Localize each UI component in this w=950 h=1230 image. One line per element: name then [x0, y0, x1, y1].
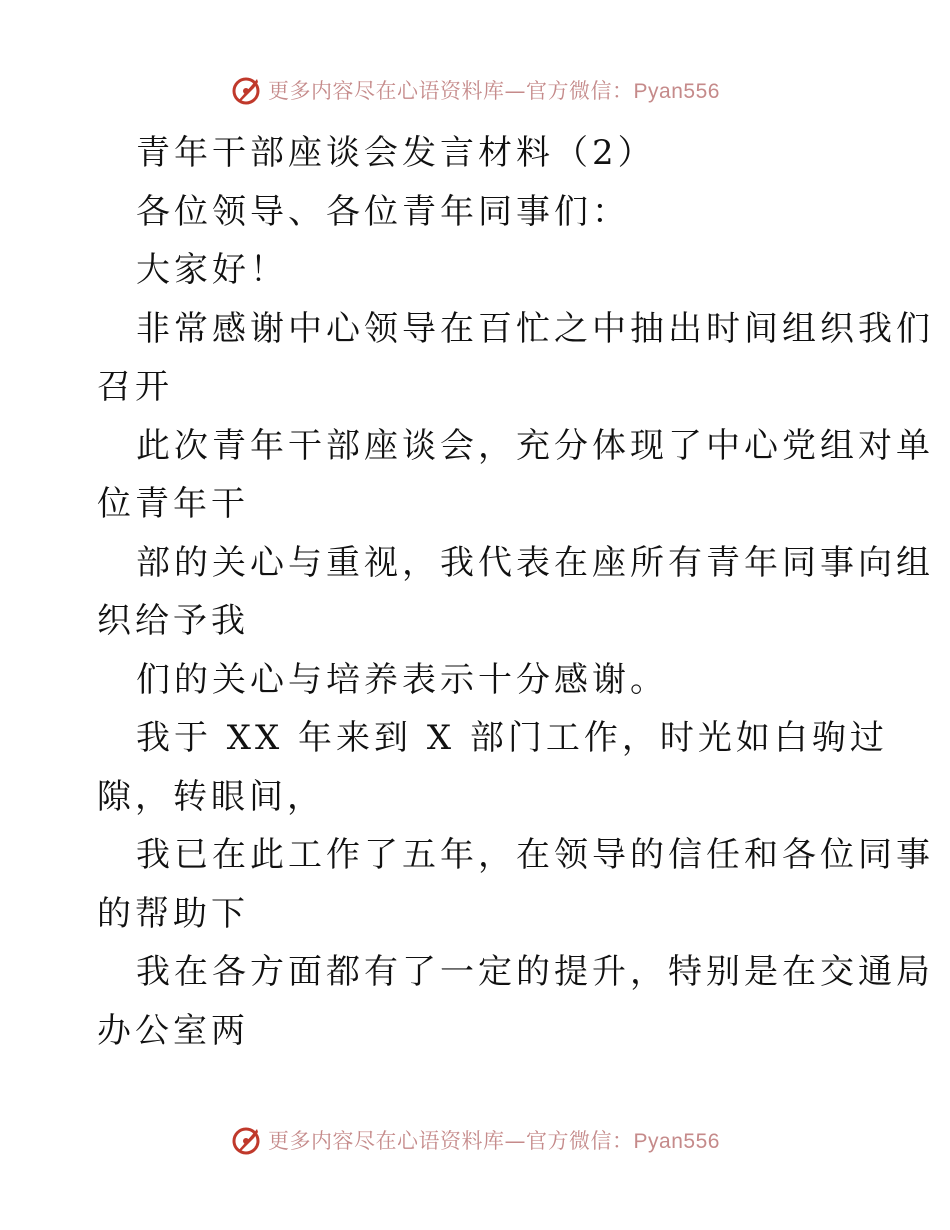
text-line: 隙，转眼间， — [97, 776, 325, 817]
text-line: 我已在此工作了五年，在领导的信任和各位同事 — [136, 835, 934, 875]
pen-logo-icon — [230, 1123, 264, 1157]
text-line: 青年干部座谈会发言材料（2） — [136, 133, 656, 173]
header-banner-main: 更多内容尽在心语资料库— — [268, 79, 527, 103]
text-line: 此次青年干部座谈会，充分体现了中心党组对单 — [136, 425, 934, 466]
pen-logo-icon — [230, 73, 264, 107]
header-banner-wechat: 官方微信：Pyan556 — [526, 80, 720, 103]
text-line: 大家好！ — [136, 250, 288, 290]
text-line: 位青年干 — [97, 484, 249, 524]
text-line: 非常感谢中心领导在百忙之中抽出时间组织我们 — [136, 308, 934, 349]
text-line: 织给予我 — [97, 601, 249, 641]
text-line: 的帮助下 — [97, 893, 249, 934]
text-line: 我在各方面都有了一定的提升，特别是在交通局 — [136, 952, 934, 992]
text-line: 们的关心与培养表示十分感谢。 — [136, 659, 668, 700]
footer-banner-main: 更多内容尽在心语资料库— — [268, 1129, 527, 1153]
document-body — [97, 124, 934, 1060]
text-line: 各位领导、各位青年同事们： — [136, 191, 630, 232]
text-line: 召开 — [97, 367, 173, 407]
header-banner-text — [268, 75, 720, 105]
text-line: 部的关心与重视，我代表在座所有青年同事向组 — [136, 542, 934, 583]
header-banner — [0, 70, 950, 110]
footer-banner-wechat: 官方微信：Pyan556 — [526, 1130, 720, 1153]
footer-banner-text — [268, 1125, 720, 1155]
footer-banner — [0, 1120, 950, 1160]
text-line: 办公室两 — [97, 1010, 249, 1051]
text-line: 我于 XX 年来到 X 部门工作，时光如白驹过 — [136, 718, 888, 758]
